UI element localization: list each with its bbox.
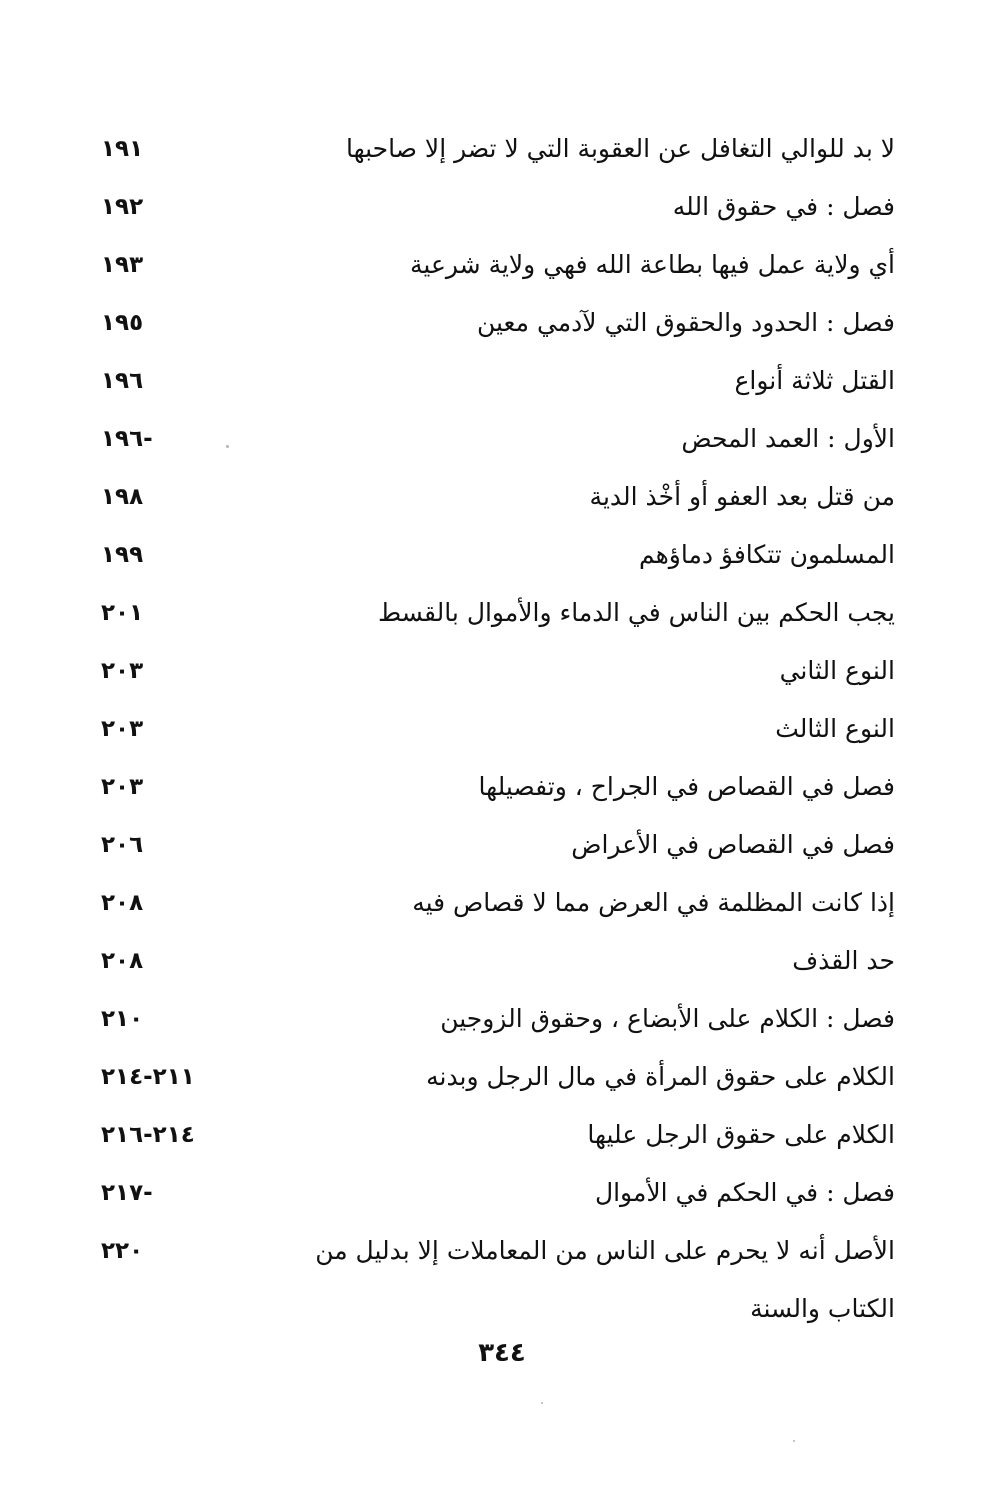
paper-speck	[541, 1402, 543, 1404]
toc-entry-title: النوع الثاني	[779, 656, 895, 685]
toc-entry	[95, 178, 895, 236]
toc-entry-title: فصل : الكلام على الأبضاع ، وحقوق الزوجين	[440, 1004, 895, 1033]
toc-entry-page: ١٩٩	[101, 542, 144, 568]
toc-entry	[95, 410, 895, 468]
toc-entry-title: حد القذف	[792, 946, 895, 975]
toc-entry-page: ٢٠١	[101, 600, 144, 626]
toc-entry	[95, 1164, 895, 1222]
toc-entry-page: ٢٢٠	[101, 1238, 144, 1264]
toc-entry-page: ٢١٧-	[101, 1180, 153, 1206]
table-of-contents	[95, 120, 895, 1338]
toc-entry-page: ١٩٢	[101, 194, 144, 220]
toc-entry-title: النوع الثالث	[775, 714, 895, 743]
toc-entry	[95, 468, 895, 526]
toc-entry-page: ٢٠٣	[101, 716, 144, 742]
toc-entry	[95, 932, 895, 990]
toc-entry	[95, 874, 895, 932]
toc-entry	[95, 758, 895, 816]
toc-entry	[95, 294, 895, 352]
toc-entry	[95, 1048, 895, 1106]
toc-entry	[95, 120, 895, 178]
toc-entry-page: ١٩٨	[101, 484, 144, 510]
paper-speck	[793, 1440, 795, 1442]
toc-entry-page: ٢١١-٢١٤	[101, 1064, 195, 1090]
toc-entry-title: فصل : في حقوق الله	[672, 192, 895, 221]
toc-entry-page: ١٩١	[101, 136, 144, 162]
toc-entry-page: ١٩٦	[101, 368, 144, 394]
toc-entry	[95, 526, 895, 584]
toc-entry-title: الكلام على حقوق الرجل عليها	[587, 1120, 895, 1149]
toc-entry-title: من قتل بعد العفو أو أخْذ الدية	[589, 482, 895, 511]
toc-entry	[95, 352, 895, 410]
toc-entry	[95, 642, 895, 700]
toc-entry-title: الكلام على حقوق المرأة في مال الرجل وبدنه	[426, 1062, 895, 1091]
toc-entry-title: إذا كانت المظلمة في العرض مما لا قصاص فيه	[412, 888, 895, 917]
toc-entry	[95, 990, 895, 1048]
toc-entry-page: ٢٠٨	[101, 948, 144, 974]
toc-entry	[95, 700, 895, 758]
toc-entry-title: الأول : العمد المحض	[681, 424, 895, 453]
toc-entry	[95, 584, 895, 642]
toc-entry-title: الأصل أنه لا يحرم على الناس من المعاملات إلا بدليل من الكتاب والسنة	[315, 1236, 895, 1323]
toc-entry-title: أي ولاية عمل فيها بطاعة الله فهي ولاية شرعية	[410, 250, 895, 279]
toc-entry	[95, 1222, 895, 1338]
toc-entry-page: ٢٠٦	[101, 832, 144, 858]
toc-entry-title: القتل ثلاثة أنواع	[734, 366, 895, 395]
toc-entry-title: يجب الحكم بين الناس في الدماء والأموال بالقسط	[378, 598, 895, 627]
toc-entry-title: المسلمون تتكافؤ دماؤهم	[638, 540, 895, 569]
toc-entry-title: لا بد للوالي التغافل عن العقوبة التي لا تضر إلا صاحبها	[346, 134, 895, 163]
toc-entry-page: ٢٠٨	[101, 890, 144, 916]
toc-entry	[95, 1106, 895, 1164]
toc-entry-page: ١٩٥	[101, 310, 144, 336]
toc-entry-page: ٢٠٣	[101, 658, 144, 684]
toc-entry-page: ٢١٠	[101, 1006, 144, 1032]
toc-entry-page: ٢١٤-٢١٦	[101, 1122, 195, 1148]
toc-entry-title: فصل : الحدود والحقوق التي لآدمي معين	[476, 308, 895, 337]
toc-entry-page: ١٩٦-	[101, 426, 153, 452]
toc-entry-page: ٢٠٣	[101, 774, 144, 800]
paper-speck	[226, 445, 229, 448]
toc-entry-page: ١٩٣	[101, 252, 144, 278]
toc-entry	[95, 816, 895, 874]
toc-entry-title: فصل : في الحكم في الأموال	[594, 1178, 895, 1207]
page-number: ٣٤٤	[478, 1338, 526, 1368]
toc-entry	[95, 236, 895, 294]
toc-entry-title: فصل في القصاص في الجراح ، وتفصيلها	[478, 772, 895, 801]
toc-entry-title: فصل في القصاص في الأعراض	[571, 830, 895, 859]
